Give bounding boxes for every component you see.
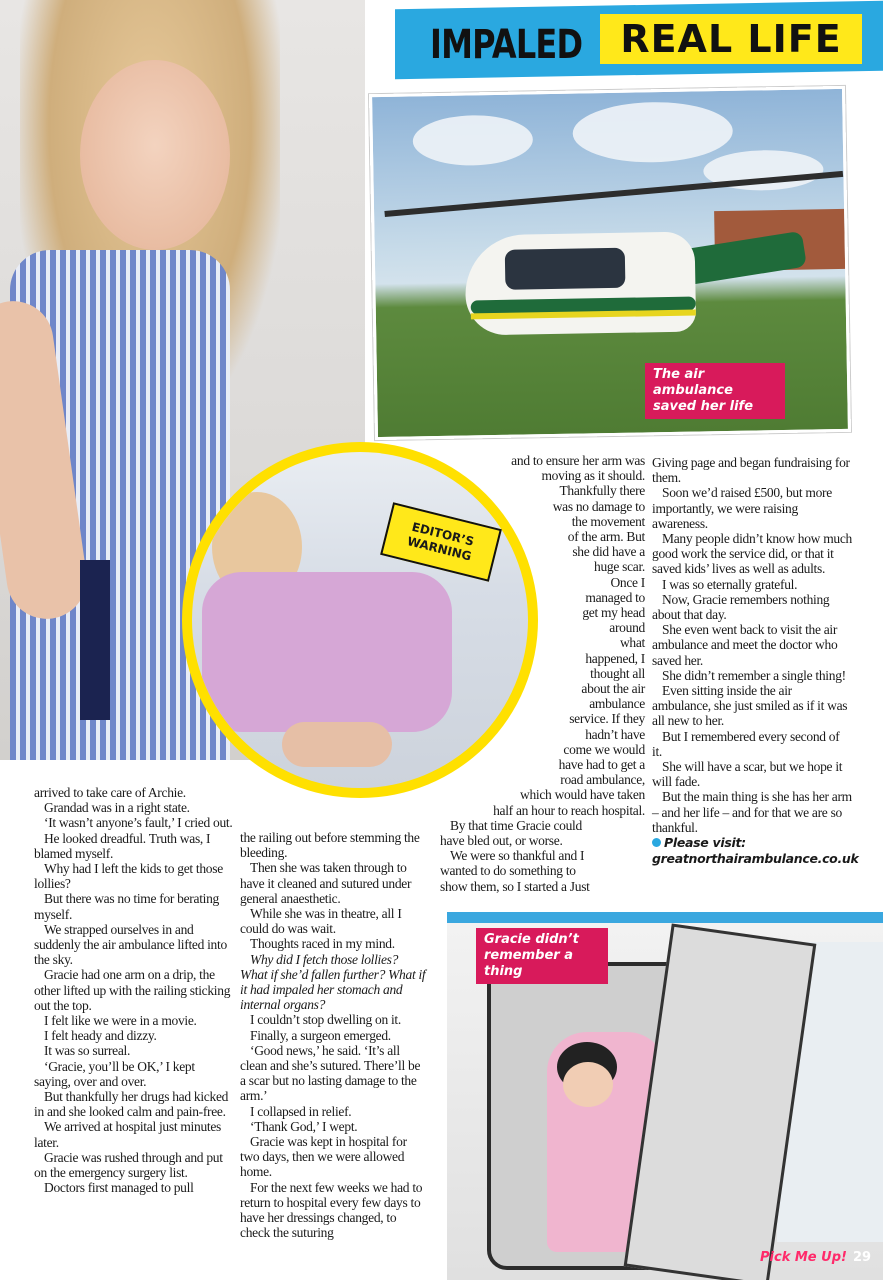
paragraph: I couldn’t stop dwelling on it. bbox=[250, 1012, 401, 1028]
text-line: around bbox=[609, 620, 645, 636]
paragraph-italic: Why did I fetch those lollies? What if she’d fallen further? What if it had impaled her stomach and internal organs? bbox=[240, 951, 426, 1013]
paragraph: Finally, a surgeon emerged. bbox=[250, 1027, 391, 1043]
paragraph: Why had I left the kids to get those lollies? bbox=[34, 861, 223, 892]
caption-gracie: Gracie didn’t remember a thing bbox=[476, 928, 608, 984]
text-line: and to ensure her arm was bbox=[511, 453, 645, 468]
please-visit-label: Please visit: bbox=[664, 835, 746, 851]
text-line: We were so thankful and I bbox=[450, 848, 585, 864]
paragraph: Many people didn’t know how much good work the service did, or that it saved kids’ lives as well as adults. bbox=[652, 531, 852, 577]
article-column-3 bbox=[440, 453, 645, 894]
page-number: 29 bbox=[852, 1250, 872, 1265]
paragraph: ‘Thank God,’ I wept. bbox=[250, 1118, 358, 1134]
text-line: service. If they bbox=[569, 711, 645, 727]
paragraph: She didn’t remember a single thing! bbox=[662, 667, 846, 683]
paragraph: It was so surreal. bbox=[44, 1043, 131, 1059]
paragraph: We arrived at hospital just minutes later. bbox=[34, 1119, 221, 1150]
text-line: the movement bbox=[571, 513, 645, 529]
paragraph: But thankfully her drugs had kicked in and she looked calm and pain-free. bbox=[34, 1089, 229, 1120]
paragraph: I felt heady and dizzy. bbox=[44, 1028, 157, 1044]
paragraph: But there was no time for berating myself. bbox=[34, 891, 219, 922]
paragraph: Now, Gracie remembers nothing about that day. bbox=[652, 591, 830, 623]
text-line: road ambulance, bbox=[560, 772, 645, 788]
text-line: have bled out, or worse. bbox=[440, 833, 563, 849]
paragraph: Doctors first managed to pull bbox=[44, 1180, 194, 1196]
text-line: ambulance bbox=[589, 696, 645, 712]
text-line: she did have a bbox=[572, 544, 645, 560]
text-line: half an hour to reach hospital. bbox=[493, 802, 645, 818]
editors-warning-badge: EDITOR’S WARNING bbox=[380, 502, 502, 581]
paragraph: Thoughts raced in my mind. bbox=[250, 936, 395, 952]
article-column-2 bbox=[240, 830, 428, 1240]
category-label: REAL LIFE bbox=[600, 14, 862, 64]
magazine-brand: Pick Me Up! bbox=[760, 1250, 847, 1265]
text-line: huge scar. bbox=[594, 559, 645, 575]
caption-air-ambulance: The air ambulance saved her life bbox=[645, 363, 785, 419]
page-footer bbox=[760, 1250, 871, 1265]
text-line: wanted to do something to bbox=[440, 863, 576, 879]
text-line: moving as it should. bbox=[541, 468, 645, 484]
article-column-4 bbox=[652, 455, 859, 867]
paragraph: She will have a scar, but we hope it will fade. bbox=[652, 759, 843, 790]
bullet-dot-icon bbox=[652, 838, 661, 847]
paragraph: ‘Good news,’ he said. ‘It’s all clean and she’s sutured. There’ll be a scar but no lasting damage to the arm.’ bbox=[240, 1042, 421, 1104]
paragraph: Even sitting inside the air ambulance, she just smiled as if it was all new to her. bbox=[652, 683, 848, 729]
paragraph: the railing out before stemming the bleeding. bbox=[240, 830, 420, 861]
paragraph: I was so eternally grateful. bbox=[662, 576, 798, 592]
please-visit bbox=[652, 835, 859, 867]
paragraph: Then she was taken through to have it cleaned and sutured under general anaesthetic. bbox=[240, 860, 412, 906]
text-line: thought all bbox=[590, 665, 645, 681]
paragraph: ‘It wasn’t anyone’s fault,’ I cried out. bbox=[44, 815, 233, 831]
paragraph: Gracie was kept in hospital for two days, then we were allowed home. bbox=[240, 1134, 407, 1180]
paragraph: Gracie had one arm on a drip, the other lifted up with the railing sticking out the top. bbox=[34, 967, 231, 1013]
text-line: hadn’t have bbox=[585, 726, 645, 742]
text-line: Thankfully there bbox=[559, 483, 645, 499]
paragraph: While she was in theatre, all I could do was wait. bbox=[240, 906, 402, 937]
paragraph: We strapped ourselves in and suddenly the air ambulance lifted into the sky. bbox=[34, 921, 227, 968]
paragraph: He looked dreadful. Truth was, I blamed myself. bbox=[34, 830, 211, 861]
section-title: IMPALED bbox=[430, 22, 583, 68]
paragraph: Gracie was rushed through and put on the emergency surgery list. bbox=[34, 1149, 223, 1181]
paragraph: Grandad was in a right state. bbox=[44, 800, 190, 816]
website-link[interactable]: greatnorthairambulance.co.uk bbox=[652, 851, 859, 867]
text-line: was no damage to bbox=[552, 498, 645, 514]
text-line: what bbox=[619, 635, 645, 651]
paragraph: Soon we’d raised £500, but more importantly, we were raising awareness. bbox=[652, 485, 832, 531]
text-line: happened, I bbox=[585, 650, 645, 666]
paragraph: For the next few weeks we had to return to hospital every few days to have her dressings changed, to check the suturing bbox=[240, 1179, 423, 1241]
article-column-1 bbox=[34, 785, 234, 1195]
text-line: of the arm. But bbox=[567, 529, 645, 545]
text-line: get my head bbox=[582, 605, 645, 621]
paragraph: arrived to take care of Archie. bbox=[34, 785, 186, 800]
text-line: Once I bbox=[610, 574, 645, 590]
text-line: have had to get a bbox=[558, 757, 645, 773]
paragraph: I felt like we were in a movie. bbox=[44, 1013, 197, 1029]
paragraph: But I remembered every second of it. bbox=[652, 728, 840, 759]
paragraph: ‘Gracie, you’ll be OK,’ I kept saying, over and over. bbox=[34, 1058, 195, 1089]
text-line: about the air bbox=[581, 681, 645, 697]
paragraph: I collapsed in relief. bbox=[250, 1103, 352, 1119]
paragraph: Giving page and began fundraising for them. bbox=[652, 455, 850, 486]
text-line: which would have taken bbox=[520, 787, 645, 803]
paragraph: But the main thing is she has her arm – and her life – and for that we are so thankful. bbox=[652, 789, 852, 835]
paragraph: She even went back to visit the air ambulance and meet the doctor who saved her. bbox=[652, 622, 838, 668]
text-line: show them, so I started a Just bbox=[440, 878, 590, 894]
text-line: By that time Gracie could bbox=[450, 817, 582, 833]
text-line: come we would bbox=[563, 741, 645, 757]
text-line: managed to bbox=[585, 589, 645, 605]
